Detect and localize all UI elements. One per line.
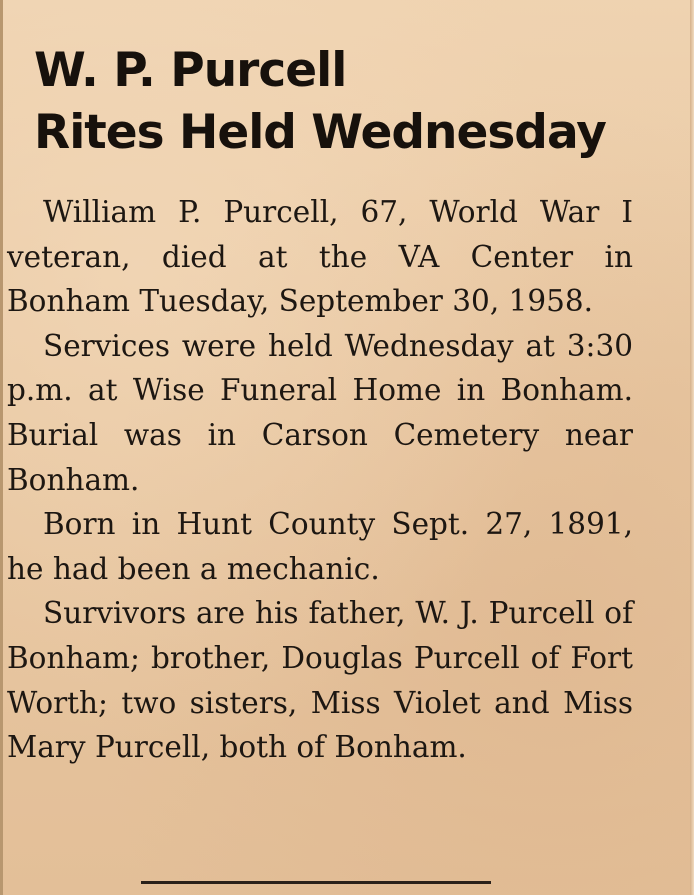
- paragraph-services: Services were held Wednesday at 3:30 p.m. at Wise Funeral Home in Bonham. Burial was in Carson Cemetery near Bonham.: [7, 328, 633, 497]
- article-body: [7, 190, 633, 770]
- paragraph-birth: Born in Hunt County Sept. 27, 1891, he had been a mechanic.: [7, 507, 633, 586]
- headline-line-2: Rites Held Wednesday: [34, 105, 606, 160]
- headline-line-1: W. P. Purcell: [34, 43, 347, 98]
- paragraph-survivors: Survivors are his father, W. J. Purcell of Bonham; brother, Douglas Purcell of Fort Worth; two sisters, Miss Violet and Miss Mary Purcell, both of Bonham.: [7, 596, 633, 765]
- paragraph-death-notice: William P. Purcell, 67, World War I veteran, died at the VA Center in Bonham Tuesday, September 30, 1958.: [7, 195, 633, 319]
- clipping-right-edge: [690, 0, 694, 895]
- end-rule: [141, 881, 491, 884]
- headline: [34, 40, 674, 164]
- clipping-left-edge: [0, 0, 3, 895]
